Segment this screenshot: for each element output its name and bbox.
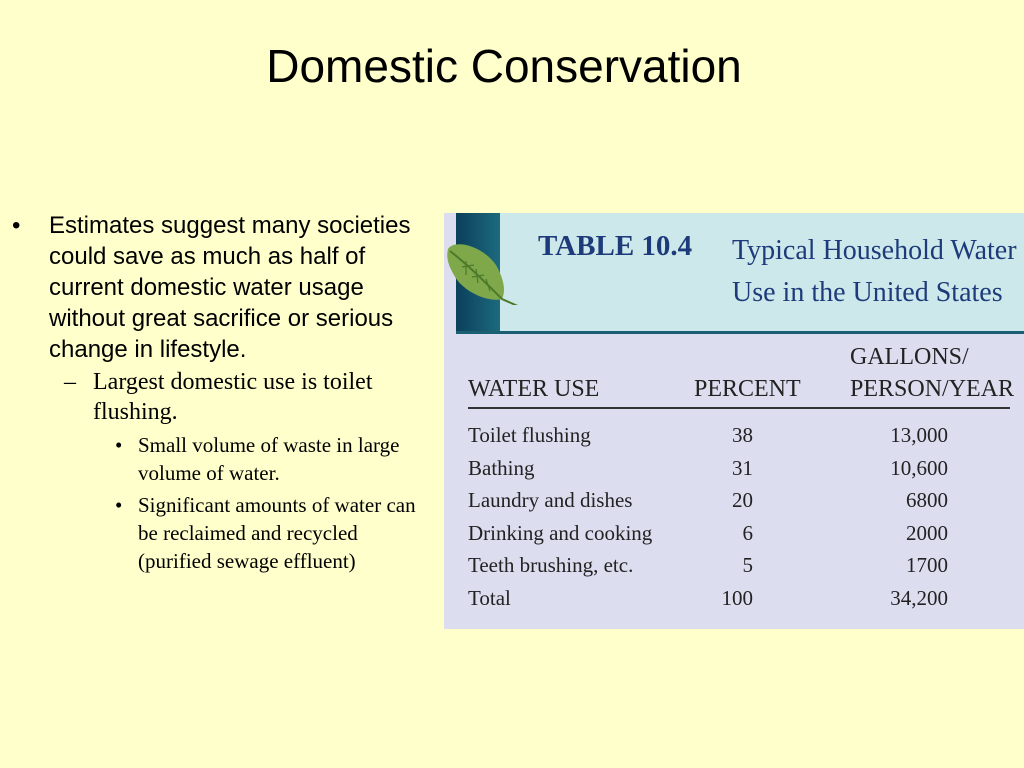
cell-percent: 100	[721, 585, 753, 610]
cell-gallons: 13,000	[890, 423, 948, 447]
sub-bullet-item	[64, 367, 442, 427]
cell-water-use: Drinking and cooking	[468, 520, 653, 545]
table-figure	[444, 213, 1024, 629]
cell-percent: 6	[742, 520, 753, 545]
cell-percent: 31	[732, 455, 753, 480]
bullet-mark: •	[115, 433, 123, 457]
leaf-icon	[444, 235, 524, 305]
header-divider	[456, 331, 1024, 334]
bullet-text: Estimates suggest many societies could save as much as half of current domestic water usage without great sacrifice or serious change in lifestyle.	[49, 212, 411, 363]
table-row	[468, 419, 948, 452]
cell-water-use: Bathing	[468, 455, 535, 480]
column-header-gallons	[850, 341, 1014, 405]
table-title-line: Typical Household Water	[732, 235, 1017, 266]
table-row	[468, 484, 948, 517]
cell-water-use: Laundry and dishes	[468, 488, 633, 512]
cell-percent: 20	[732, 488, 753, 512]
sub-sub-bullet-text: Small volume of waste in large volume of water.	[138, 433, 400, 485]
bullet-item	[12, 210, 442, 365]
bullet-mark: •	[115, 493, 123, 517]
sub-sub-bullet-item	[115, 431, 420, 487]
cell-gallons: 6800	[906, 488, 948, 512]
column-header-use: WATER USE	[468, 376, 600, 402]
table-number: TABLE 10.4	[538, 230, 693, 262]
cell-gallons: 34,200	[890, 585, 948, 610]
sub-sub-bullet-item	[115, 491, 420, 575]
header-rule	[468, 407, 1010, 409]
table-row	[468, 517, 948, 550]
table-row	[468, 549, 948, 582]
cell-gallons: 1700	[906, 553, 948, 577]
table-title-line: Use in the United States	[732, 277, 1003, 308]
cell-gallons: 2000	[906, 520, 948, 545]
dash-mark: –	[64, 369, 76, 395]
cell-gallons: 10,600	[890, 455, 948, 480]
column-header-line: GALLONS/	[850, 344, 969, 370]
column-header-percent: PERCENT	[694, 376, 801, 402]
table-title	[732, 230, 1020, 314]
cell-percent: 5	[742, 553, 753, 577]
slide-title: Domestic Conservation	[266, 40, 742, 92]
sub-bullet-text: Largest domestic use is toilet flushing.	[93, 369, 373, 425]
column-header-line: PERSON/YEAR	[850, 376, 1015, 402]
cell-water-use: Total	[468, 585, 511, 610]
table-body	[468, 419, 948, 614]
table-row-total	[468, 582, 948, 615]
table-row	[468, 452, 948, 485]
cell-water-use: Teeth brushing, etc.	[468, 553, 634, 577]
cell-percent: 38	[732, 423, 753, 447]
sub-sub-bullet-text: Significant amounts of water can be reclaimed and recycled (purified sewage effluent)	[138, 493, 416, 573]
bullet-list	[12, 210, 442, 575]
cell-water-use: Toilet flushing	[468, 423, 591, 447]
bullet-mark: •	[12, 212, 21, 239]
